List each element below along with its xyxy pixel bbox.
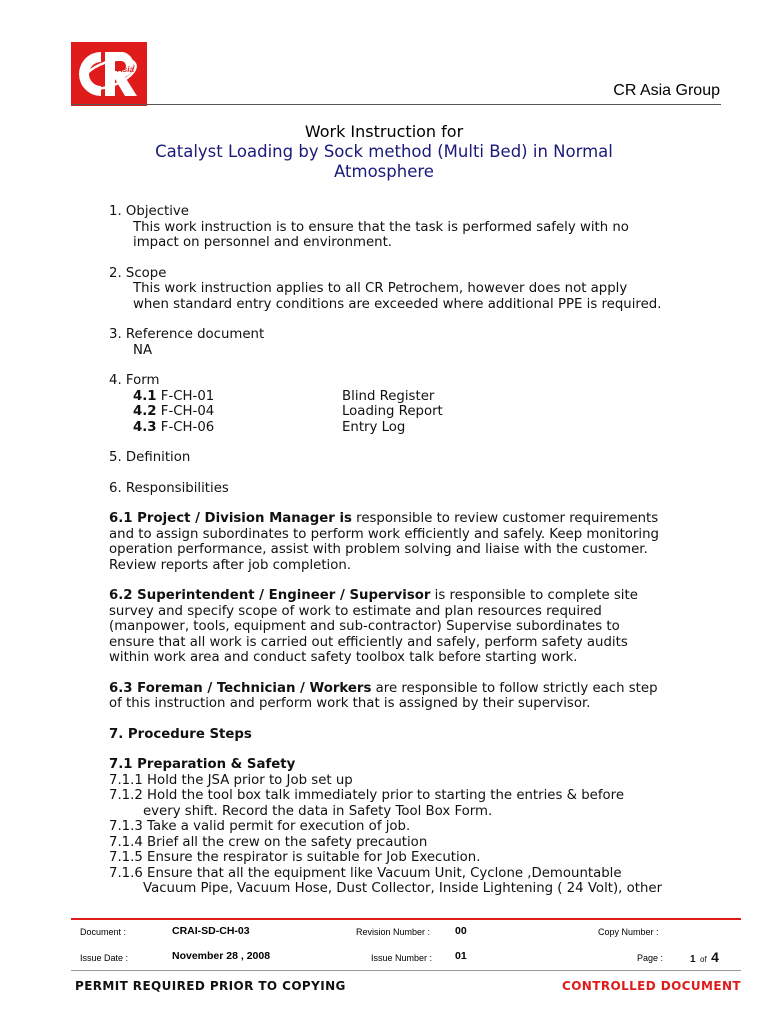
- section-objective: [109, 204, 719, 251]
- revision-value: 00: [455, 925, 467, 937]
- logo-text: Asia: [117, 65, 134, 74]
- role-title: 6.1 Project / Division Manager is: [109, 511, 352, 526]
- role-text: and to assign subordinates to perform work efficiently and safely. Keep monitoring: [109, 526, 659, 542]
- role-text: operation performance, assist with problem solving and liaise with the customer.: [109, 542, 648, 557]
- issue-number-label: Issue Number :: [371, 953, 433, 963]
- scope-text-2: when standard entry conditions are exceeded where additional PPE is required.: [133, 296, 662, 312]
- step-item: 7.1.2 Hold the tool box talk immediately prior to starting the entries & before: [109, 788, 625, 803]
- form-number: 4.2: [133, 404, 157, 419]
- step-item: 7.1.4 Brief all the crew on the safety precaution: [109, 834, 428, 850]
- section-reference: [109, 327, 719, 358]
- form-name: Blind Register: [342, 388, 435, 404]
- objective-text-2: impact on personnel and environment.: [133, 235, 393, 250]
- role-text: of this instruction and perform work that is assigned by their supervisor.: [109, 696, 591, 711]
- section-heading: 4. Form: [109, 373, 160, 388]
- section-form: [109, 373, 719, 435]
- role-text: are responsible to follow strictly each step: [371, 680, 658, 696]
- step-item: 7.1.5 Ensure the respirator is suitable for Job Execution.: [109, 850, 481, 865]
- copy-label: Copy Number :: [598, 927, 659, 937]
- document-body: [109, 204, 719, 897]
- document-label: Document :: [80, 927, 127, 937]
- procedure-preparation: [109, 757, 719, 897]
- responsibility-manager: [109, 511, 719, 573]
- form-number: 4.3: [133, 419, 157, 435]
- role-text: survey and specify scope of work to estimate and plan resources required: [109, 603, 602, 619]
- revision-label: Revision Number :: [356, 927, 431, 937]
- section-definition: [109, 450, 719, 466]
- form-name: Loading Report: [342, 404, 443, 419]
- step-item: 7.1.3 Take a valid permit for execution of job.: [109, 819, 411, 834]
- role-text: responsible to review customer requirements: [351, 511, 659, 526]
- subtitle-line-2: Atmosphere: [334, 162, 434, 181]
- step-item-cont: every shift. Record the data in Safety Tool Box Form.: [143, 803, 493, 819]
- page-of: of: [700, 955, 707, 964]
- header-divider: [71, 104, 721, 105]
- controlled-document-notice: CONTROLLED DOCUMENT: [562, 979, 741, 993]
- section-responsibilities: [109, 481, 719, 497]
- role-text: within work area and conduct safety toolbox talk before starting work.: [109, 650, 578, 665]
- reference-value: NA: [133, 342, 153, 358]
- role-text: ensure that all work is carried out efficiently and safely, perform safety audits: [109, 634, 628, 650]
- form-code: F-CH-06: [156, 419, 215, 435]
- section-heading: 1. Objective: [109, 204, 189, 219]
- role-text: Review reports after job completion.: [109, 557, 352, 573]
- section-heading: 6. Responsibilities: [109, 480, 229, 496]
- footer-bottom-divider: [71, 970, 741, 971]
- permit-notice: PERMIT REQUIRED PRIOR TO COPYING: [75, 979, 346, 993]
- page-indicator: [690, 949, 719, 967]
- cr-asia-logo: [71, 42, 147, 106]
- role-text: is responsible to complete site: [430, 588, 638, 603]
- company-name: CR Asia Group: [613, 82, 720, 99]
- page-total: 4: [711, 949, 719, 965]
- responsibility-supervisor: [109, 588, 719, 666]
- section-heading: 2. Scope: [109, 265, 167, 281]
- sub-heading: 7.1 Preparation & Safety: [109, 757, 296, 772]
- section-heading: 7. Procedure Steps: [109, 726, 252, 742]
- document-subtitle: [0, 142, 768, 182]
- role-title: 6.3 Foreman / Technician / Workers: [109, 680, 372, 696]
- issue-date-value: November 28 , 2008: [172, 950, 271, 962]
- form-code: F-CH-04: [156, 404, 215, 419]
- form-row: [109, 389, 719, 405]
- section-procedure: [109, 727, 719, 743]
- document-value: CRAI-SD-CH-03: [172, 925, 250, 937]
- form-code: F-CH-01: [156, 388, 215, 404]
- issue-date-label: Issue Date :: [80, 953, 129, 963]
- form-name: Entry Log: [342, 419, 406, 435]
- objective-text-1: This work instruction is to ensure that the task is performed safely with no: [133, 219, 629, 235]
- responsibility-workers: [109, 681, 719, 712]
- section-heading: 3. Reference document: [109, 327, 265, 342]
- issue-number-value: 01: [455, 950, 467, 962]
- document-title: Work Instruction for: [304, 122, 464, 141]
- page-label: Page :: [637, 953, 664, 963]
- footer-divider: [71, 918, 741, 920]
- step-item: 7.1.6 Ensure that all the equipment like Vacuum Unit, Cyclone ,Demountable: [109, 865, 622, 881]
- step-item-cont: Vacuum Pipe, Vacuum Hose, Dust Collector, Inside Lightening ( 24 Volt), other: [143, 881, 663, 896]
- subtitle-line-1: Catalyst Loading by Sock method (Multi Bed) in Normal: [155, 142, 613, 161]
- section-heading: 5. Definition: [109, 450, 191, 465]
- scope-text-1: This work instruction applies to all CR Petrochem, however does not apply: [133, 281, 628, 296]
- form-row: [109, 420, 719, 436]
- form-number: 4.1: [133, 388, 157, 404]
- form-row: [109, 404, 719, 420]
- role-text: (manpower, tools, equipment and sub-contractor) Supervise subordinates to: [109, 619, 620, 634]
- role-title: 6.2 Superintendent / Engineer / Supervisor: [109, 588, 431, 603]
- section-scope: [109, 266, 719, 313]
- step-item: 7.1.1 Hold the JSA prior to Job set up: [109, 772, 353, 788]
- page-current: 1: [690, 954, 696, 965]
